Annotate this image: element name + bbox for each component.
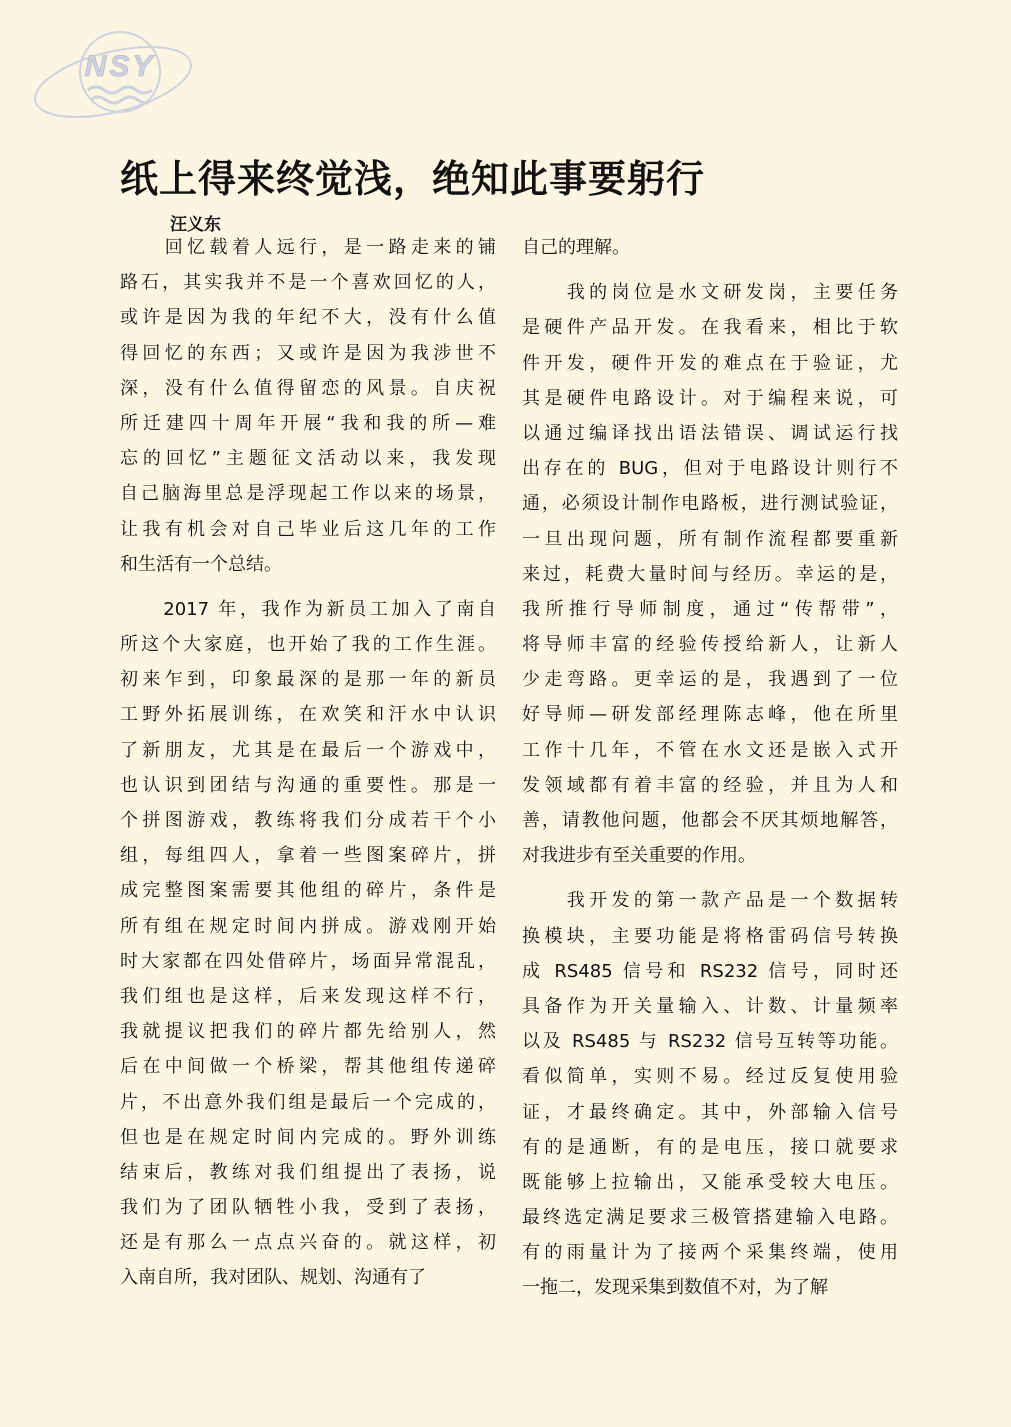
text-line: 路石，其实我并不是一个喜欢回忆的人， — [120, 272, 496, 294]
text-line: 通，必须设计制作电路板，进行测试验证， — [522, 493, 898, 515]
paragraph — [120, 230, 496, 582]
text-line: 以及 RS485 与 RS232 信号互转等功能。 — [522, 1031, 898, 1053]
text-line: 我们为了团队牺牲小我，受到了表扬， — [120, 1197, 496, 1219]
paragraph — [120, 592, 496, 1296]
text-line: 好导师—研发部经理陈志峰，他在所里 — [522, 704, 898, 726]
text-line: 入南自所，我对团队、规划、沟通有了 — [120, 1267, 426, 1289]
text-line: 也认识到团结与沟通的重要性。那是一 — [120, 774, 496, 796]
text-line: 我的岗位是水文研发岗，主要任务 — [522, 282, 898, 304]
text-line: 出存在的 BUG，但对于电路设计则行不 — [522, 458, 898, 480]
text-line: 证，才最终确定。其中，外部输入信号 — [522, 1101, 898, 1123]
text-line: 有的雨量计为了接两个采集终端，使用 — [522, 1242, 898, 1264]
text-line: 深，没有什么值得留恋的风景。自庆祝 — [120, 377, 496, 399]
text-line: 自己脑海里总是浮现起工作以来的场景， — [120, 483, 496, 505]
paragraph — [522, 275, 898, 873]
text-line: 其是硬件电路设计。对于编程来说，可 — [522, 387, 898, 409]
text-line: 最终选定满足要求三极管搭建输入电路。 — [522, 1207, 898, 1229]
text-line: 我所推行导师制度，通过“传帮带”， — [522, 598, 898, 620]
text-line: 来过，耗费大量时间与经历。幸运的是， — [522, 563, 898, 585]
text-line: 少走弯路。更幸运的是，我遇到了一位 — [522, 669, 898, 691]
text-line: 自己的理解。 — [522, 237, 630, 258]
text-line: 既能够上拉输出，又能承受较大电压。 — [522, 1171, 898, 1193]
text-line: 是硬件产品开发。在我看来，相比于软 — [522, 317, 898, 339]
text-line: 了新朋友，尤其是在最后一个游戏中， — [120, 739, 496, 761]
text-line: 换模块，主要功能是将格雷码信号转换 — [522, 925, 898, 947]
text-line: 得回忆的东西；又或许是因为我涉世不 — [120, 342, 496, 364]
text-line: 和生活有一个总结。 — [120, 553, 282, 575]
article-title: 纸上得来终觉浅，绝知此事要躬行 — [120, 156, 706, 201]
text-line: 以通过编译找出语法错误、调试运行找 — [522, 422, 898, 444]
text-line: 片，不出意外我们组是最后一个完成的， — [120, 1091, 496, 1113]
paragraph-gap — [522, 265, 898, 275]
text-line: 结束后，教练对我们组提出了表扬，说 — [120, 1161, 496, 1183]
text-line: 具备作为开关量输入、计数、计量频率 — [522, 995, 898, 1017]
svg-text:NSY: NSY — [84, 50, 156, 83]
text-line: 我就提议把我们的碎片都先给别人，然 — [120, 1021, 496, 1043]
text-line: 看似简单，实则不易。经过反复使用验 — [522, 1066, 898, 1088]
text-line: 发领域都有着丰富的经验，并且为人和 — [522, 774, 898, 796]
text-line: 回忆载着人远行，是一路走来的铺 — [120, 237, 496, 258]
text-line: 一旦出现问题，所有制作流程都要重新 — [522, 528, 898, 550]
text-line: 将导师丰富的经验传授给新人，让新人 — [522, 634, 898, 656]
text-line: 初来乍到，印象最深的是那一年的新员 — [120, 669, 496, 691]
text-line: 所有组在规定时间内拼成。游戏刚开始 — [120, 915, 496, 937]
text-line: 我们组也是这样，后来发现这样不行， — [120, 985, 496, 1007]
right-column — [522, 230, 898, 1306]
text-line: 成 RS485 信号和 RS232 信号，同时还 — [522, 960, 898, 982]
author-name: 汪义东 — [170, 215, 221, 235]
text-line: 所迁建四十周年开展“我和我的所—难 — [120, 412, 496, 434]
text-line: 让我有机会对自己毕业后这几年的工作 — [120, 518, 496, 540]
text-line: 对我进步有至关重要的作用。 — [522, 845, 756, 867]
text-line: 后在中间做一个桥梁，帮其他组传递碎 — [120, 1056, 496, 1078]
text-line: 时大家都在四处借碎片，场面异常混乱， — [120, 950, 496, 972]
nsy-logo — [28, 14, 198, 144]
left-column — [120, 230, 496, 1296]
text-line: 2017 年，我作为新员工加入了南自 — [120, 598, 496, 620]
text-line: 或许是因为我的年纪不大，没有什么值 — [120, 307, 496, 329]
text-line: 所这个大家庭，也开始了我的工作生涯。 — [120, 634, 496, 656]
text-line: 还是有那么一点点兴奋的。就这样，初 — [120, 1232, 496, 1254]
text-line: 成完整图案需要其他组的碎片，条件是 — [120, 880, 496, 902]
paragraph-gap — [522, 873, 898, 883]
text-line: 忘的回忆”主题征文活动以来，我发现 — [120, 448, 496, 470]
text-line: 组，每组四人，拿着一些图案碎片，拼 — [120, 845, 496, 867]
text-line: 但也是在规定时间内完成的。野外训练 — [120, 1126, 496, 1148]
text-line: 一拖二，发现采集到数值不对，为了解 — [522, 1277, 828, 1299]
paragraph — [522, 883, 898, 1305]
text-line: 有的是通断，有的是电压，接口就要求 — [522, 1136, 898, 1158]
text-line: 善，请教他问题，他都会不厌其烦地解答， — [522, 810, 898, 831]
text-line: 个拼图游戏，教练将我们分成若干个小 — [120, 810, 496, 831]
text-line: 件开发，硬件开发的难点在于验证，尤 — [522, 352, 898, 374]
paragraph-gap — [120, 582, 496, 592]
text-line: 工作十几年，不管在水文还是嵌入式开 — [522, 739, 898, 761]
text-line: 我开发的第一款产品是一个数据转 — [522, 890, 898, 912]
paragraph — [522, 230, 898, 265]
text-line: 工野外拓展训练，在欢笑和汗水中认识 — [120, 704, 496, 726]
